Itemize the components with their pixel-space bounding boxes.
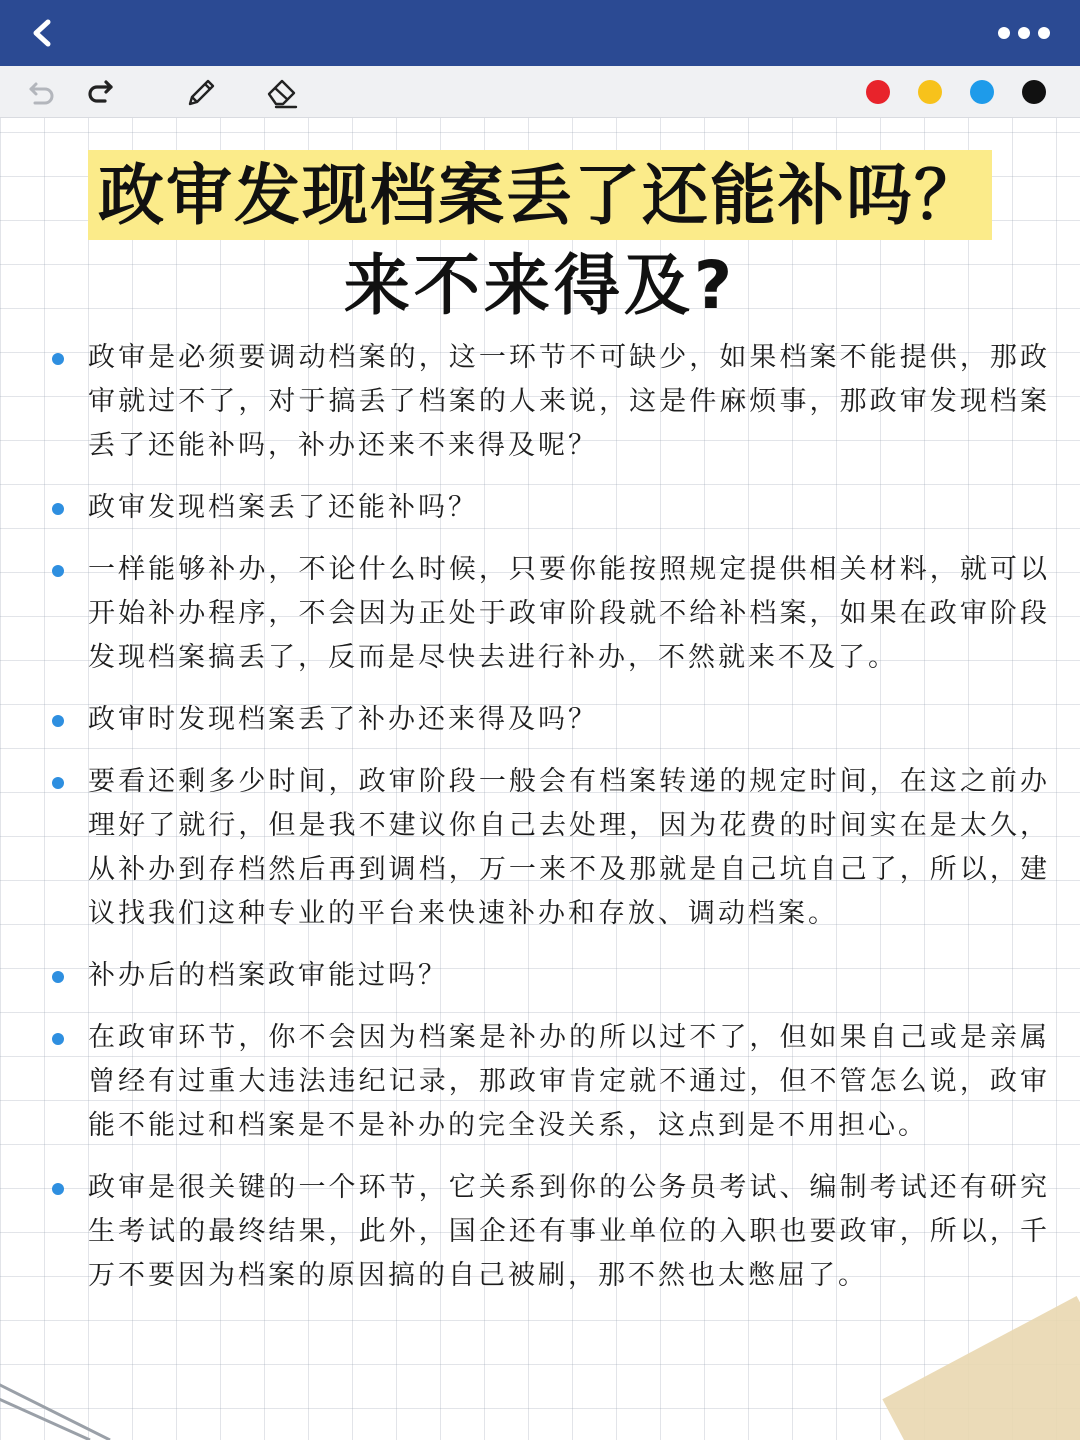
bullet-dot-icon (52, 777, 64, 789)
undo-button[interactable] (22, 72, 62, 112)
ellipsis-icon (1018, 27, 1030, 39)
list-item (50, 1016, 1050, 1148)
list-item (50, 1166, 1050, 1298)
bullet-dot-icon (52, 1183, 64, 1195)
top-bar (0, 0, 1080, 66)
page-title (0, 150, 1080, 328)
bullet-dot-icon (52, 1033, 64, 1045)
back-button[interactable] (22, 13, 62, 53)
bullet-dot-icon (52, 503, 64, 515)
title-line-2: 来不来得及? (343, 247, 737, 324)
list-item-text: 一样能够补办，不论什么时候，只要你能按照规定提供相关材料，就可以开始补办程序，不会因为正处于政审阶段就不给补档案，如果在政审阶段发现档案搞丢了，反而是尽快去进行补办，不然就来不及了。 (88, 554, 1050, 673)
paperclip-icon (0, 1340, 140, 1440)
ellipsis-icon (998, 27, 1010, 39)
bullet-dot-icon (52, 565, 64, 577)
content-list (50, 336, 1050, 1316)
pen-tool-button[interactable] (180, 72, 220, 112)
color-swatch-black[interactable] (1022, 80, 1046, 104)
decorative-tape (882, 1296, 1080, 1440)
list-item (50, 336, 1050, 468)
list-item (50, 698, 1050, 742)
color-swatch-red[interactable] (866, 80, 890, 104)
bullet-dot-icon (52, 353, 64, 365)
bullet-dot-icon (52, 971, 64, 983)
more-options-button[interactable] (998, 19, 1050, 47)
list-item-text: 要看还剩多少时间，政审阶段一般会有档案转递的规定时间，在这之前办理好了就行，但是我不建议你自己去处理，因为花费的时间实在是太久，从补办到存档然后再到调档，万一来不及那就是自己坑自己了，所以，建议找我们这种专业的平台来快速补办和存放、调动档案。 (88, 766, 1050, 929)
undo-icon (26, 76, 58, 108)
ellipsis-icon (1038, 27, 1050, 39)
redo-button[interactable] (80, 72, 120, 112)
color-palette (866, 80, 1058, 104)
title-line-1: 政审发现档案丢了还能补吗？ (88, 150, 992, 240)
list-item (50, 954, 1050, 998)
list-item-text: 补办后的档案政审能过吗？ (88, 960, 448, 991)
list-item-text: 政审发现档案丢了还能补吗？ (88, 492, 478, 523)
list-item-text: 在政审环节，你不会因为档案是补办的所以过不了，但如果自己或是亲属曾经有过重大违法违纪记录，那政审肯定就不通过，但不管怎么说，政审能不能过和档案是不是补办的完全没关系，这点到是不用担心。 (88, 1022, 1050, 1141)
list-item-text: 政审时发现档案丢了补办还来得及吗？ (88, 704, 598, 735)
list-item-text: 政审是必须要调动档案的，这一环节不可缺少，如果档案不能提供，那政审就过不了，对于搞丢了档案的人来说，这是件麻烦事，那政审发现档案丢了还能补吗，补办还来不来得及呢？ (88, 342, 1050, 461)
chevron-left-icon (27, 18, 57, 48)
list-item-text: 政审是很关键的一个环节，它关系到你的公务员考试、编制考试还有研究生考试的最终结果，此外，国企还有事业单位的入职也要政审，所以，千万不要因为档案的原因搞的自己被刷，那不然也太憋屈了。 (88, 1172, 1050, 1291)
list-item (50, 486, 1050, 530)
color-swatch-yellow[interactable] (918, 80, 942, 104)
bullet-dot-icon (52, 715, 64, 727)
list-item (50, 548, 1050, 680)
pen-icon (182, 74, 218, 110)
drawing-toolbar (0, 66, 1080, 118)
list-item (50, 760, 1050, 936)
eraser-tool-button[interactable] (262, 72, 302, 112)
color-swatch-blue[interactable] (970, 80, 994, 104)
eraser-icon (263, 74, 301, 110)
redo-icon (84, 76, 116, 108)
